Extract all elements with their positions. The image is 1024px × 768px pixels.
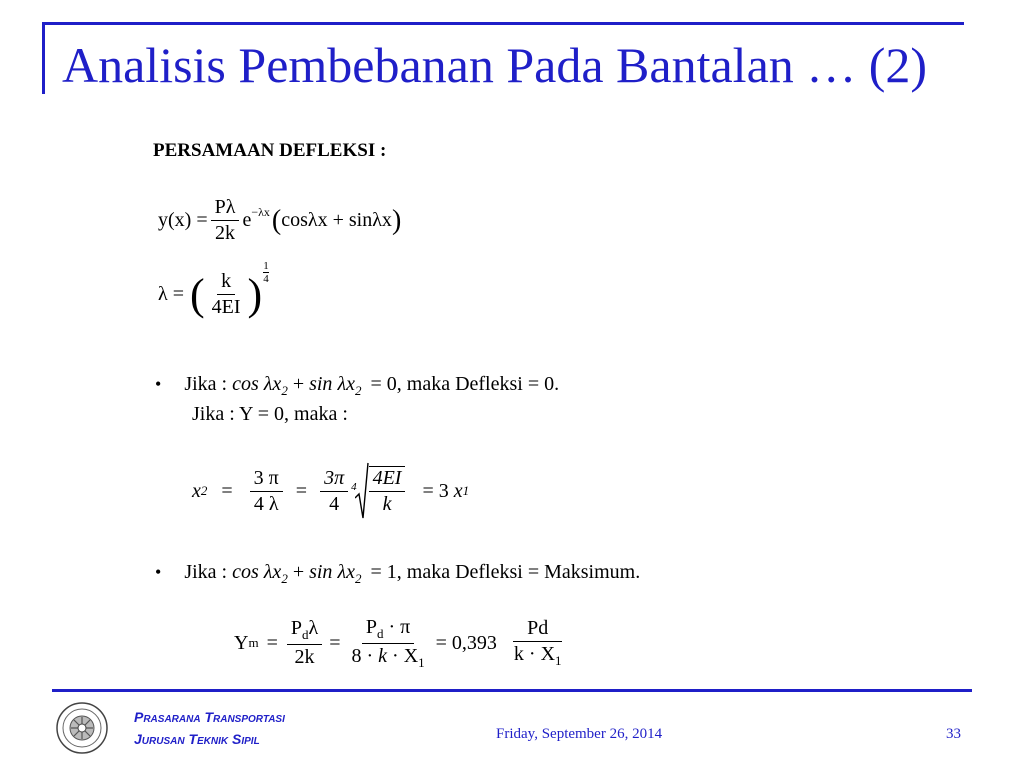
eq4-f1-d: d	[301, 627, 309, 643]
eq3-eq1: =	[221, 479, 233, 502]
eq4-fraction-two	[347, 616, 428, 671]
eq2-fraction	[208, 270, 245, 319]
eq1-fraction	[211, 196, 240, 245]
eq4-m: m	[248, 635, 259, 651]
eq4-f2-den-sub: 1	[418, 654, 425, 670]
bullet-one-lambda-x: λx	[263, 373, 282, 395]
eq4-fraction-three	[510, 617, 566, 669]
eq4-Y: Y	[234, 631, 249, 654]
eq4-f2-den-b: · X	[392, 644, 419, 667]
eq3-eq2: =	[295, 479, 308, 502]
eq3-x2: x	[192, 479, 201, 502]
footer-date: Friday, September 26, 2014	[496, 726, 663, 742]
eq4-fraction-one	[287, 617, 322, 669]
bullet-one-sub2: 2	[354, 383, 362, 398]
bullet-two-sin: sin	[309, 561, 333, 583]
eq3-x1: x	[453, 479, 463, 502]
eq4-result: = 0,393	[435, 631, 497, 654]
bullet-one-sub: 2	[281, 383, 288, 398]
eq3-x1-sub: 1	[462, 483, 470, 498]
eq4-f3-den	[510, 642, 566, 669]
eq2-exp-num: 1	[263, 259, 269, 272]
eq3-f2-den: 4	[329, 492, 340, 515]
bullet-two-plus: +	[292, 561, 305, 583]
deflection-equation	[158, 196, 401, 245]
bullet-two-jika: Jika :	[184, 561, 228, 583]
bullet-one-cos: cos	[232, 373, 259, 395]
university-seal-icon	[56, 702, 108, 754]
eq1-open-paren: (	[271, 204, 282, 236]
slide-title: Analisis Pembebanan Pada Bantalan … (2)	[62, 37, 928, 93]
bullet-two-result: = 1, maka Defleksi = Maksimum.	[370, 561, 641, 583]
footer-org-line1: Prasarana Transportasi	[134, 709, 285, 725]
eq3-rad-den: k	[382, 493, 392, 515]
eq4-eq1: =	[266, 631, 278, 654]
title-top-rule	[42, 22, 964, 25]
title-left-rule	[42, 22, 45, 94]
bullet-two-lambda-x: λx	[263, 561, 282, 583]
bullet-two-lambda-x2: λx	[337, 561, 355, 583]
eq4-f1-P: P	[290, 617, 302, 640]
eq1-denominator: 2k	[215, 222, 236, 244]
eq3-x2-sub: 2	[200, 483, 208, 498]
bullet-two-sub: 2	[281, 571, 288, 586]
eq1-numerator: Pλ	[211, 196, 240, 221]
eq4-f3-den-sub: 1	[555, 653, 562, 669]
eq4-f3-den-text: k · X	[513, 643, 556, 666]
eq2-exponent	[263, 260, 269, 285]
bullet-two	[155, 561, 640, 587]
eq4-eq2: =	[329, 631, 341, 654]
eq4-f2-num	[362, 616, 414, 644]
eq1-lhs: y(x) =	[158, 209, 208, 231]
eq3-result: = 3	[422, 479, 449, 502]
eq3-rad-num: 4EI	[369, 467, 406, 492]
footer-rule	[52, 689, 972, 692]
bullet-one-lambda-x2: λx	[337, 373, 355, 395]
eq2-open-paren: (	[189, 269, 205, 319]
footer-org-line2: Jurusan Teknik Sipil	[134, 731, 260, 747]
section-heading: PERSAMAAN DEFLEKSI :	[153, 140, 387, 161]
bullet-two-sub2: 2	[354, 571, 362, 586]
eq3-f2-num: 3π	[320, 467, 348, 492]
bullet-marker-two: •	[155, 562, 162, 582]
eq4-f2-rest: · π	[388, 616, 411, 638]
lambda-equation	[158, 259, 269, 319]
eq4-f1-lambda: λ	[308, 617, 319, 640]
eq4-f2-den	[347, 644, 428, 671]
eq4-f2-den-a: 8 ·	[351, 644, 374, 667]
bullet-one	[155, 373, 559, 399]
page-number: 33	[946, 726, 961, 742]
eq4-f1-num	[287, 617, 322, 645]
bullet-one-line-two: Jika : Y = 0, maka :	[192, 403, 348, 425]
bullet-one-jika: Jika :	[184, 373, 228, 395]
bullet-marker: •	[155, 374, 162, 394]
bullet-one-result: = 0, maka Defleksi = 0.	[370, 373, 560, 395]
eq1-close-paren: )	[391, 204, 402, 236]
eq1-trig: cosλx + sinλx	[281, 209, 392, 231]
eq2-lhs: λ =	[158, 283, 184, 305]
eq2-numerator: k	[217, 270, 235, 295]
bullet-one-plus: +	[292, 373, 305, 395]
eq4-f3-num: Pd	[513, 617, 562, 642]
eq3-f1-den: 4 λ	[253, 492, 279, 515]
footer-organization	[134, 706, 285, 750]
eq4-f2-den-k: k	[378, 644, 388, 667]
eq4-f2-d: d	[376, 626, 384, 641]
eq3-f1-num: 3 π	[250, 467, 283, 492]
eq2-denominator: 4EI	[211, 296, 241, 318]
x2-equation	[192, 462, 469, 520]
eq4-f1-den: 2k	[294, 646, 315, 669]
eq2-exp-den: 4	[263, 273, 269, 285]
eq3-fraction-two	[320, 467, 348, 516]
eq2-close-paren: )	[247, 269, 263, 319]
eq3-radical	[351, 462, 408, 520]
eq1-e: e	[242, 209, 252, 231]
eq4-f2-P: P	[365, 616, 377, 638]
eq3-fraction-one	[250, 467, 283, 516]
eq3-radicand	[369, 466, 406, 516]
eq1-exponent: −λx	[251, 205, 270, 219]
bullet-one-sin: sin	[309, 373, 333, 395]
bullet-two-cos: cos	[232, 561, 259, 583]
ymax-equation	[234, 616, 569, 671]
eq3-root-index: 4	[351, 481, 357, 493]
